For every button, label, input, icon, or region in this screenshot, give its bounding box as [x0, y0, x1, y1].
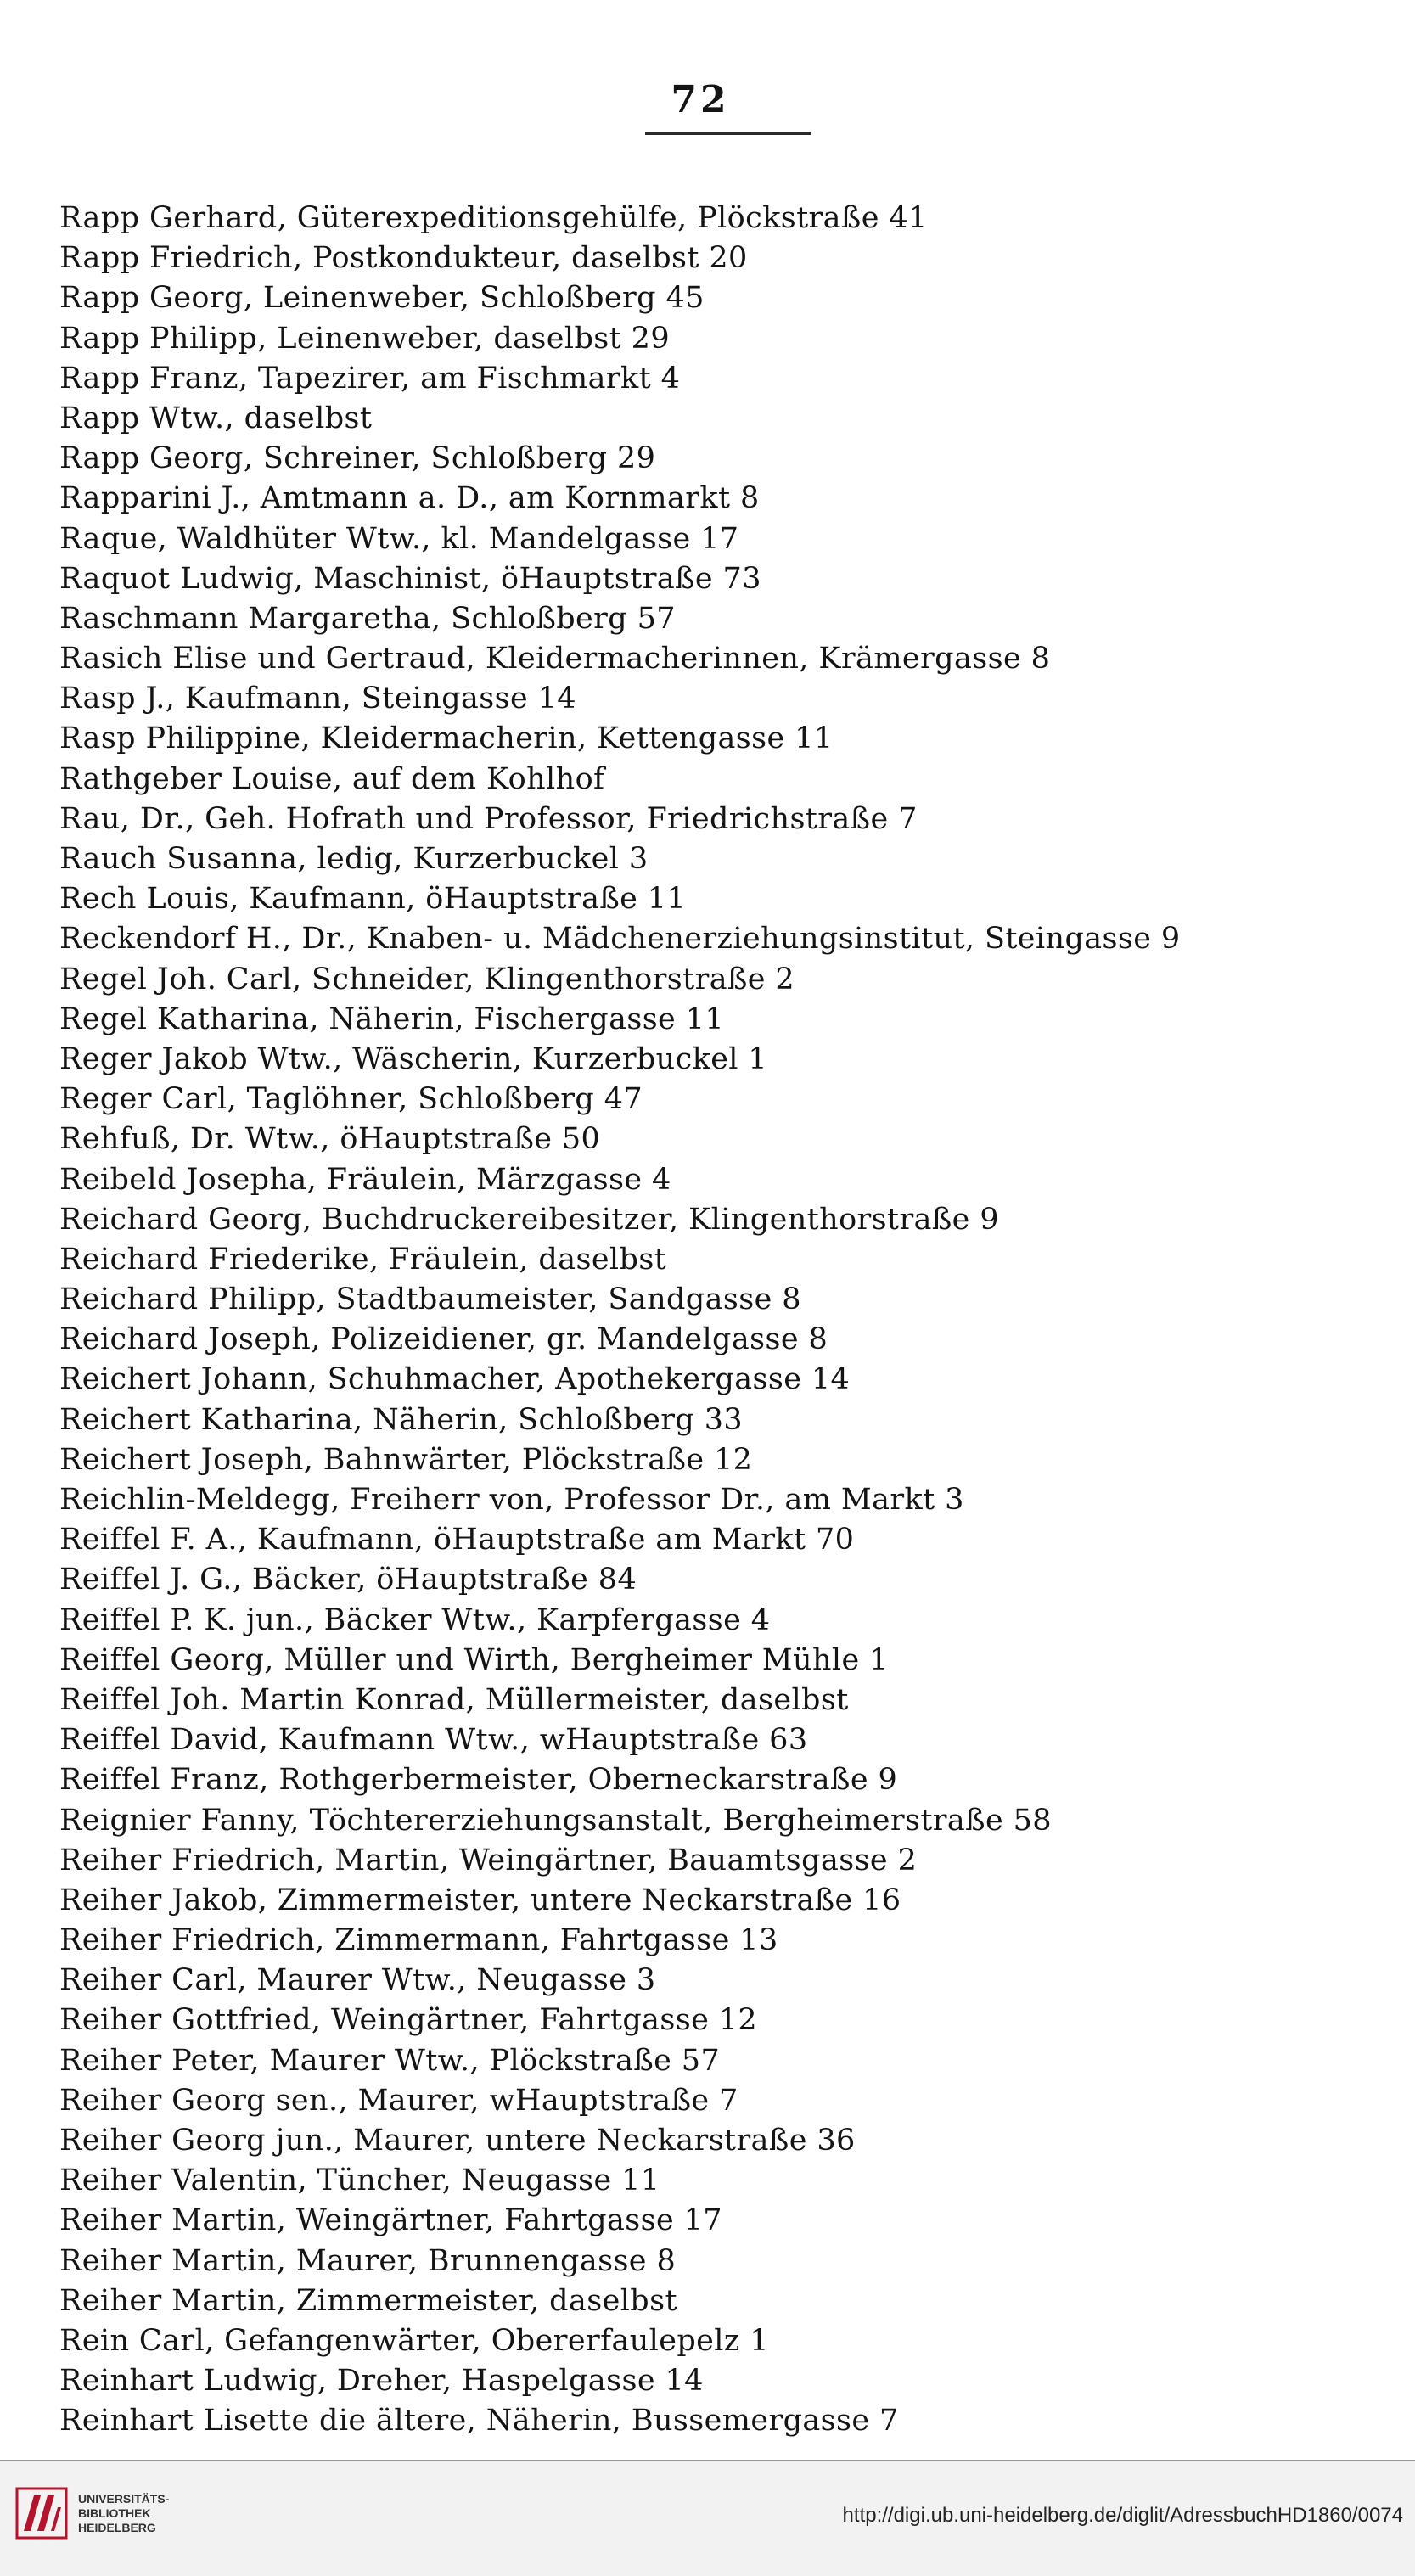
directory-entry: Reiher Georg sen., Maurer, wHauptstraße 7: [59, 2083, 738, 2118]
directory-entry: Reiffel Franz, Rothgerbermeister, Oberneckarstraße 9: [59, 1763, 898, 1798]
directory-entry: Rapp Friedrich, Postkondukteur, daselbst 20: [59, 241, 748, 276]
directory-entry: Rasp J., Kaufmann, Steingasse 14: [59, 682, 576, 716]
directory-entry: Reiher Carl, Maurer Wtw., Neugasse 3: [59, 1963, 656, 1998]
directory-entry: Reiffel F. A., Kaufmann, öHauptstraße am Markt 70: [59, 1523, 855, 1557]
directory-entry: Reinhart Lisette die ältere, Näherin, Bussemergasse 7: [59, 2404, 899, 2439]
directory-entry: Reichard Philipp, Stadtbaumeister, Sandgasse 8: [59, 1282, 801, 1317]
directory-entry: Rauch Susanna, ledig, Kurzerbuckel 3: [59, 842, 649, 876]
directory-entry: Rein Carl, Gefangenwärter, Obererfaulepelz 1: [59, 2323, 769, 2358]
directory-entry: Reger Carl, Taglöhner, Schloßberg 47: [59, 1082, 643, 1117]
directory-entry: Rapparini J., Amtmann a. D., am Kornmarkt 8: [59, 481, 760, 516]
viewer-footer: [0, 2461, 1415, 2576]
university-library-logo-icon: [15, 2487, 68, 2540]
directory-entry: Rapp Franz, Tapezirer, am Fischmarkt 4: [59, 361, 681, 396]
directory-entry: Reibeld Josepha, Fräulein, Märzgasse 4: [59, 1162, 671, 1197]
directory-entry: Reichert Joseph, Bahnwärter, Plöckstraße 12: [59, 1442, 753, 1477]
directory-entry: Reichard Friederike, Fräulein, daselbst: [59, 1242, 667, 1277]
directory-entry: Reichert Johann, Schuhmacher, Apothekergasse 14: [59, 1362, 851, 1397]
directory-entry: Reiher Friedrich, Martin, Weingärtner, Bauamtsgasse 2: [59, 1843, 918, 1877]
directory-entry: Reger Jakob Wtw., Wäscherin, Kurzerbuckel 1: [59, 1041, 768, 1076]
directory-entry: Reiher Georg jun., Maurer, untere Neckarstraße 36: [59, 2124, 856, 2158]
directory-entry: Reignier Fanny, Töchtererziehungsanstalt, Bergheimerstraße 58: [59, 1803, 1052, 1838]
directory-entry: Reckendorf H., Dr., Knaben- u. Mädchenerziehungsinstitut, Steingasse 9: [59, 922, 1181, 957]
directory-entry: Rapp Gerhard, Güterexpeditionsgehülfe, Plöckstraße 41: [59, 201, 928, 235]
directory-entry: Reinhart Ludwig, Dreher, Haspelgasse 14: [59, 2364, 704, 2399]
directory-entry: Reiher Jakob, Zimmermeister, untere Neckarstraße 16: [59, 1883, 901, 1917]
source-url-link[interactable]: http://digi.ub.uni-heidelberg.de/diglit/AdressbuchHD1860/0074: [842, 2504, 1403, 2527]
directory-entry: Raque, Waldhüter Wtw., kl. Mandelgasse 17: [59, 521, 739, 556]
directory-entry: Reiffel Joh. Martin Konrad, Müllermeister, daselbst: [59, 1682, 849, 1717]
directory-entry: Reiher Martin, Maurer, Brunnengasse 8: [59, 2243, 677, 2278]
directory-entry: Reiffel P. K. jun., Bäcker Wtw., Karpfergasse 4: [59, 1602, 771, 1637]
directory-entry: Reiffel J. G., Bäcker, öHauptstraße 84: [59, 1563, 637, 1597]
directory-entry: Reichert Katharina, Näherin, Schloßberg 33: [59, 1402, 744, 1437]
directory-entry: Rathgeber Louise, auf dem Kohlhof: [59, 761, 605, 796]
directory-entry: Reiher Gottfried, Weingärtner, Fahrtgasse 12: [59, 2003, 758, 2038]
directory-entry: Raquot Ludwig, Maschinist, öHauptstraße 73: [59, 561, 761, 596]
directory-entry: Reiher Martin, Weingärtner, Fahrtgasse 17: [59, 2203, 722, 2238]
directory-entry: Reichard Georg, Buchdruckereibesitzer, Klingenthorstraße 9: [59, 1202, 999, 1237]
directory-entry: Reiffel David, Kaufmann Wtw., wHauptstraße 63: [59, 1723, 808, 1758]
directory-entry: Reiher Friedrich, Zimmermann, Fahrtgasse 13: [59, 1923, 778, 1958]
directory-entry: Rehfuß, Dr. Wtw., öHauptstraße 50: [59, 1122, 601, 1157]
directory-entry: Rasp Philippine, Kleidermacherin, Kettengasse 11: [59, 721, 834, 756]
directory-entry: Reiffel Georg, Müller und Wirth, Bergheimer Mühle 1: [59, 1642, 889, 1677]
directory-entry: Rasich Elise und Gertraud, Kleidermacherinnen, Krämergasse 8: [59, 642, 1051, 676]
directory-entry: Rapp Wtw., daselbst: [59, 401, 373, 435]
directory-entry: Rapp Georg, Schreiner, Schloßberg 29: [59, 441, 656, 476]
directory-entries: [59, 199, 1367, 2442]
logo-line: BIBLIOTHEK: [78, 2506, 151, 2520]
directory-entry: Rapp Philipp, Leinenweber, daselbst 29: [59, 321, 670, 356]
directory-entry: Regel Joh. Carl, Schneider, Klingenthorstraße 2: [59, 962, 795, 996]
page-number: 72: [671, 78, 730, 121]
directory-entry: Regel Katharina, Näherin, Fischergasse 11: [59, 1002, 725, 1036]
directory-entry: Reiher Martin, Zimmermeister, daselbst: [59, 2283, 677, 2318]
logo-line: HEIDELBERG: [78, 2521, 156, 2534]
directory-entry: Rech Louis, Kaufmann, öHauptstraße 11: [59, 882, 687, 917]
directory-entry: Reichard Joseph, Polizeidiener, gr. Mandelgasse 8: [59, 1322, 828, 1357]
directory-entry: Reiher Peter, Maurer Wtw., Plöckstraße 57: [59, 2043, 721, 2078]
logo-line: UNIVERSITÄTS-: [78, 2492, 170, 2506]
header-rule: [645, 132, 811, 135]
directory-entry: Rau, Dr., Geh. Hofrath und Professor, Friedrichstraße 7: [59, 801, 918, 836]
library-logo-text: [78, 2492, 169, 2535]
directory-entry: Reiher Valentin, Tüncher, Neugasse 11: [59, 2164, 660, 2198]
directory-entry: Raschmann Margaretha, Schloßberg 57: [59, 601, 676, 636]
directory-entry: Rapp Georg, Leinenweber, Schloßberg 45: [59, 281, 705, 316]
directory-entry: Reichlin-Meldegg, Freiherr von, Professor Dr., am Markt 3: [59, 1483, 964, 1517]
